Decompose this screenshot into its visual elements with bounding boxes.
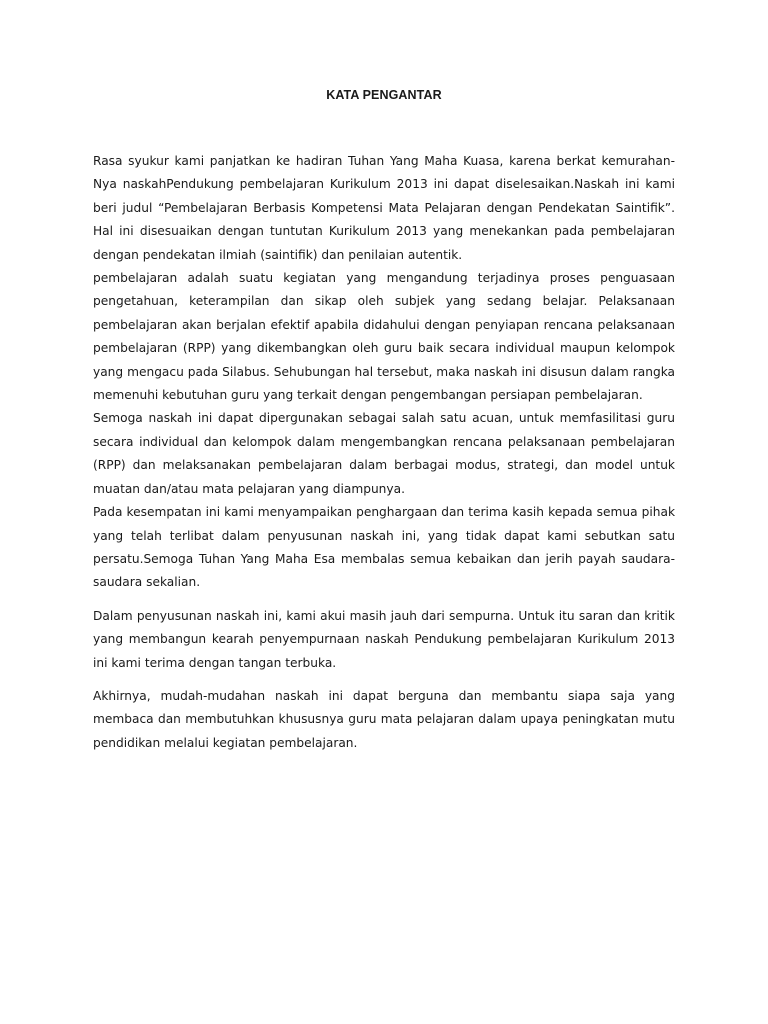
paragraph-5: Dalam penyusunan naskah ini, kami akui masih jauh dari sempurna. Untuk itu saran dan kritik yang membangun kearah penyempurnaan naskah Pendukung pembelajaran Kurikulum 2013 ini kami terima dengan tangan terbuka. [93, 608, 675, 670]
page-title: KATA PENGANTAR [326, 88, 442, 102]
paragraph-4: Pada kesempatan ini kami menyampaikan penghargaan dan terima kasih kepada semua pihak yang telah terlibat dalam penyusunan naskah ini, yang tidak dapat kami sebutkan satu persatu.Semoga Tuhan Yang Maha Esa membalas semua kebaikan dan jerih payah saudara-saudara sekalian. [93, 505, 675, 590]
paragraph-6: Akhirnya, mudah-mudahan naskah ini dapat berguna dan membantu siapa saja yang membaca dan membutuhkan khususnya guru mata pelajaran dalam upaya peningkatan mutu pendidikan melalui kegiatan pembelajaran. [93, 688, 675, 750]
paragraph-3: Semoga naskah ini dapat dipergunakan sebagai salah satu acuan, untuk memfasilitasi guru secara individual dan kelompok dalam mengembangkan rencana pelaksanaan pembelajaran (RPP) dan melaksanakan pembelajaran dalam berbagai modus, strategi, dan model untuk muatan dan/atau mata pelajaran yang diampunya. [93, 411, 675, 496]
paragraph-1: Rasa syukur kami panjatkan ke hadiran Tuhan Yang Maha Kuasa, karena berkat kemurahan-Nya naskahPendukung pembelajaran Kurikulum 2013 ini dapat diselesaikan.Naskah ini kami beri judul “Pembelajaran Berbasis Kompetensi Mata Pelajaran dengan Pendekatan Saintifik”. Hal ini disesuaikan dengan tuntutan Kurikulum 2013 yang menekankan pada pembelajaran dengan pendekatan ilmiah (saintifik) dan penilaian autentik. [93, 154, 675, 262]
paragraph-2: pembelajaran adalah suatu kegiatan yang mengandung terjadinya proses penguasaan pengetahuan, keterampilan dan sikap oleh subjek yang sedang belajar. Pelaksanaan pembelajaran akan berjalan efektif apabila didahului dengan penyiapan rencana pelaksanaan pembelajaran (RPP) yang dikembangkan oleh guru baik secara individual maupun kelompok yang mengacu pada Silabus. Sehubungan hal tersebut, maka naskah ini disusun dalam rangka memenuhi kebutuhan guru yang terkait dengan pengembangan persiapan pembelajaran. [93, 271, 675, 403]
document-body [93, 150, 675, 755]
